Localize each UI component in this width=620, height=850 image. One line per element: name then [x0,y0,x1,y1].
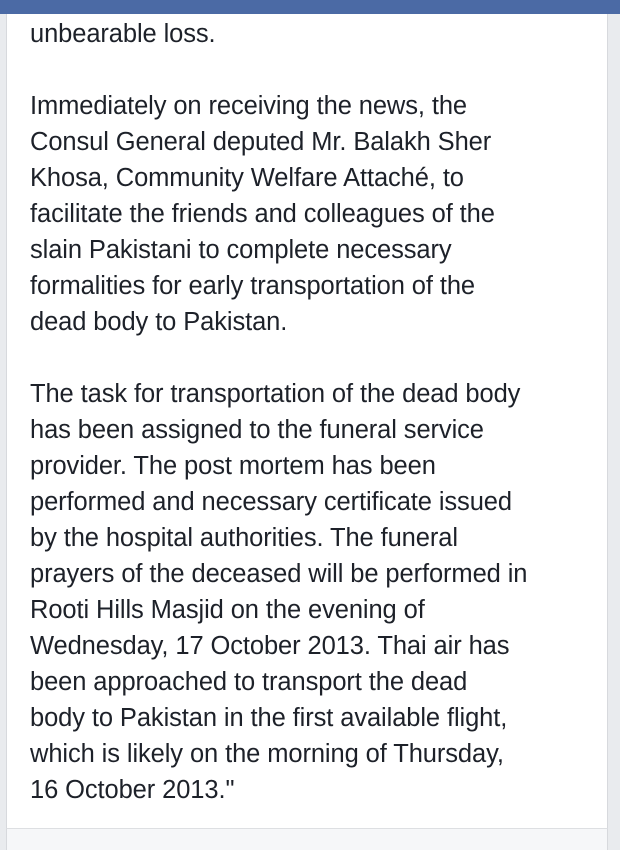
post-paragraph-3 [30,376,602,808]
text-line: been approached to transport the dead [30,668,468,696]
text-line: body to Pakistan in the first available flight, [30,704,508,732]
text-line: provider. The post mortem has been [30,452,436,480]
text-line: unbearable loss. [30,20,216,48]
text-line: formalities for early transportation of the [30,272,475,300]
text-line: 16 October 2013." [30,776,235,804]
post-paragraph-2 [30,88,602,340]
text-line: has been assigned to the funeral service [30,416,484,444]
text-line: Immediately on receiving the news, the [30,92,468,120]
post-card [6,14,608,828]
post-text [30,16,602,808]
text-line: prayers of the deceased will be performed in [30,560,528,588]
post-paragraph-1 [30,16,602,52]
text-line: Khosa, Community Welfare Attaché, to [30,164,464,192]
text-line: Rooti Hills Masjid on the evening of [30,596,425,624]
text-line: dead body to Pakistan. [30,308,288,336]
text-line: by the hospital authorities. The funeral [30,524,458,552]
text-line: slain Pakistani to complete necessary [30,236,452,264]
text-line: which is likely on the morning of Thursday, [30,740,504,768]
app-header-bar [0,0,620,14]
text-line: Wednesday, 17 October 2013. Thai air has [30,632,510,660]
text-line: facilitate the friends and colleagues of the [30,200,495,228]
text-line: The task for transportation of the dead body [30,380,521,408]
text-line: performed and necessary certificate issued [30,488,512,516]
text-line: Consul General deputed Mr. Balakh Sher [30,128,492,156]
post-card-footer [6,828,608,850]
